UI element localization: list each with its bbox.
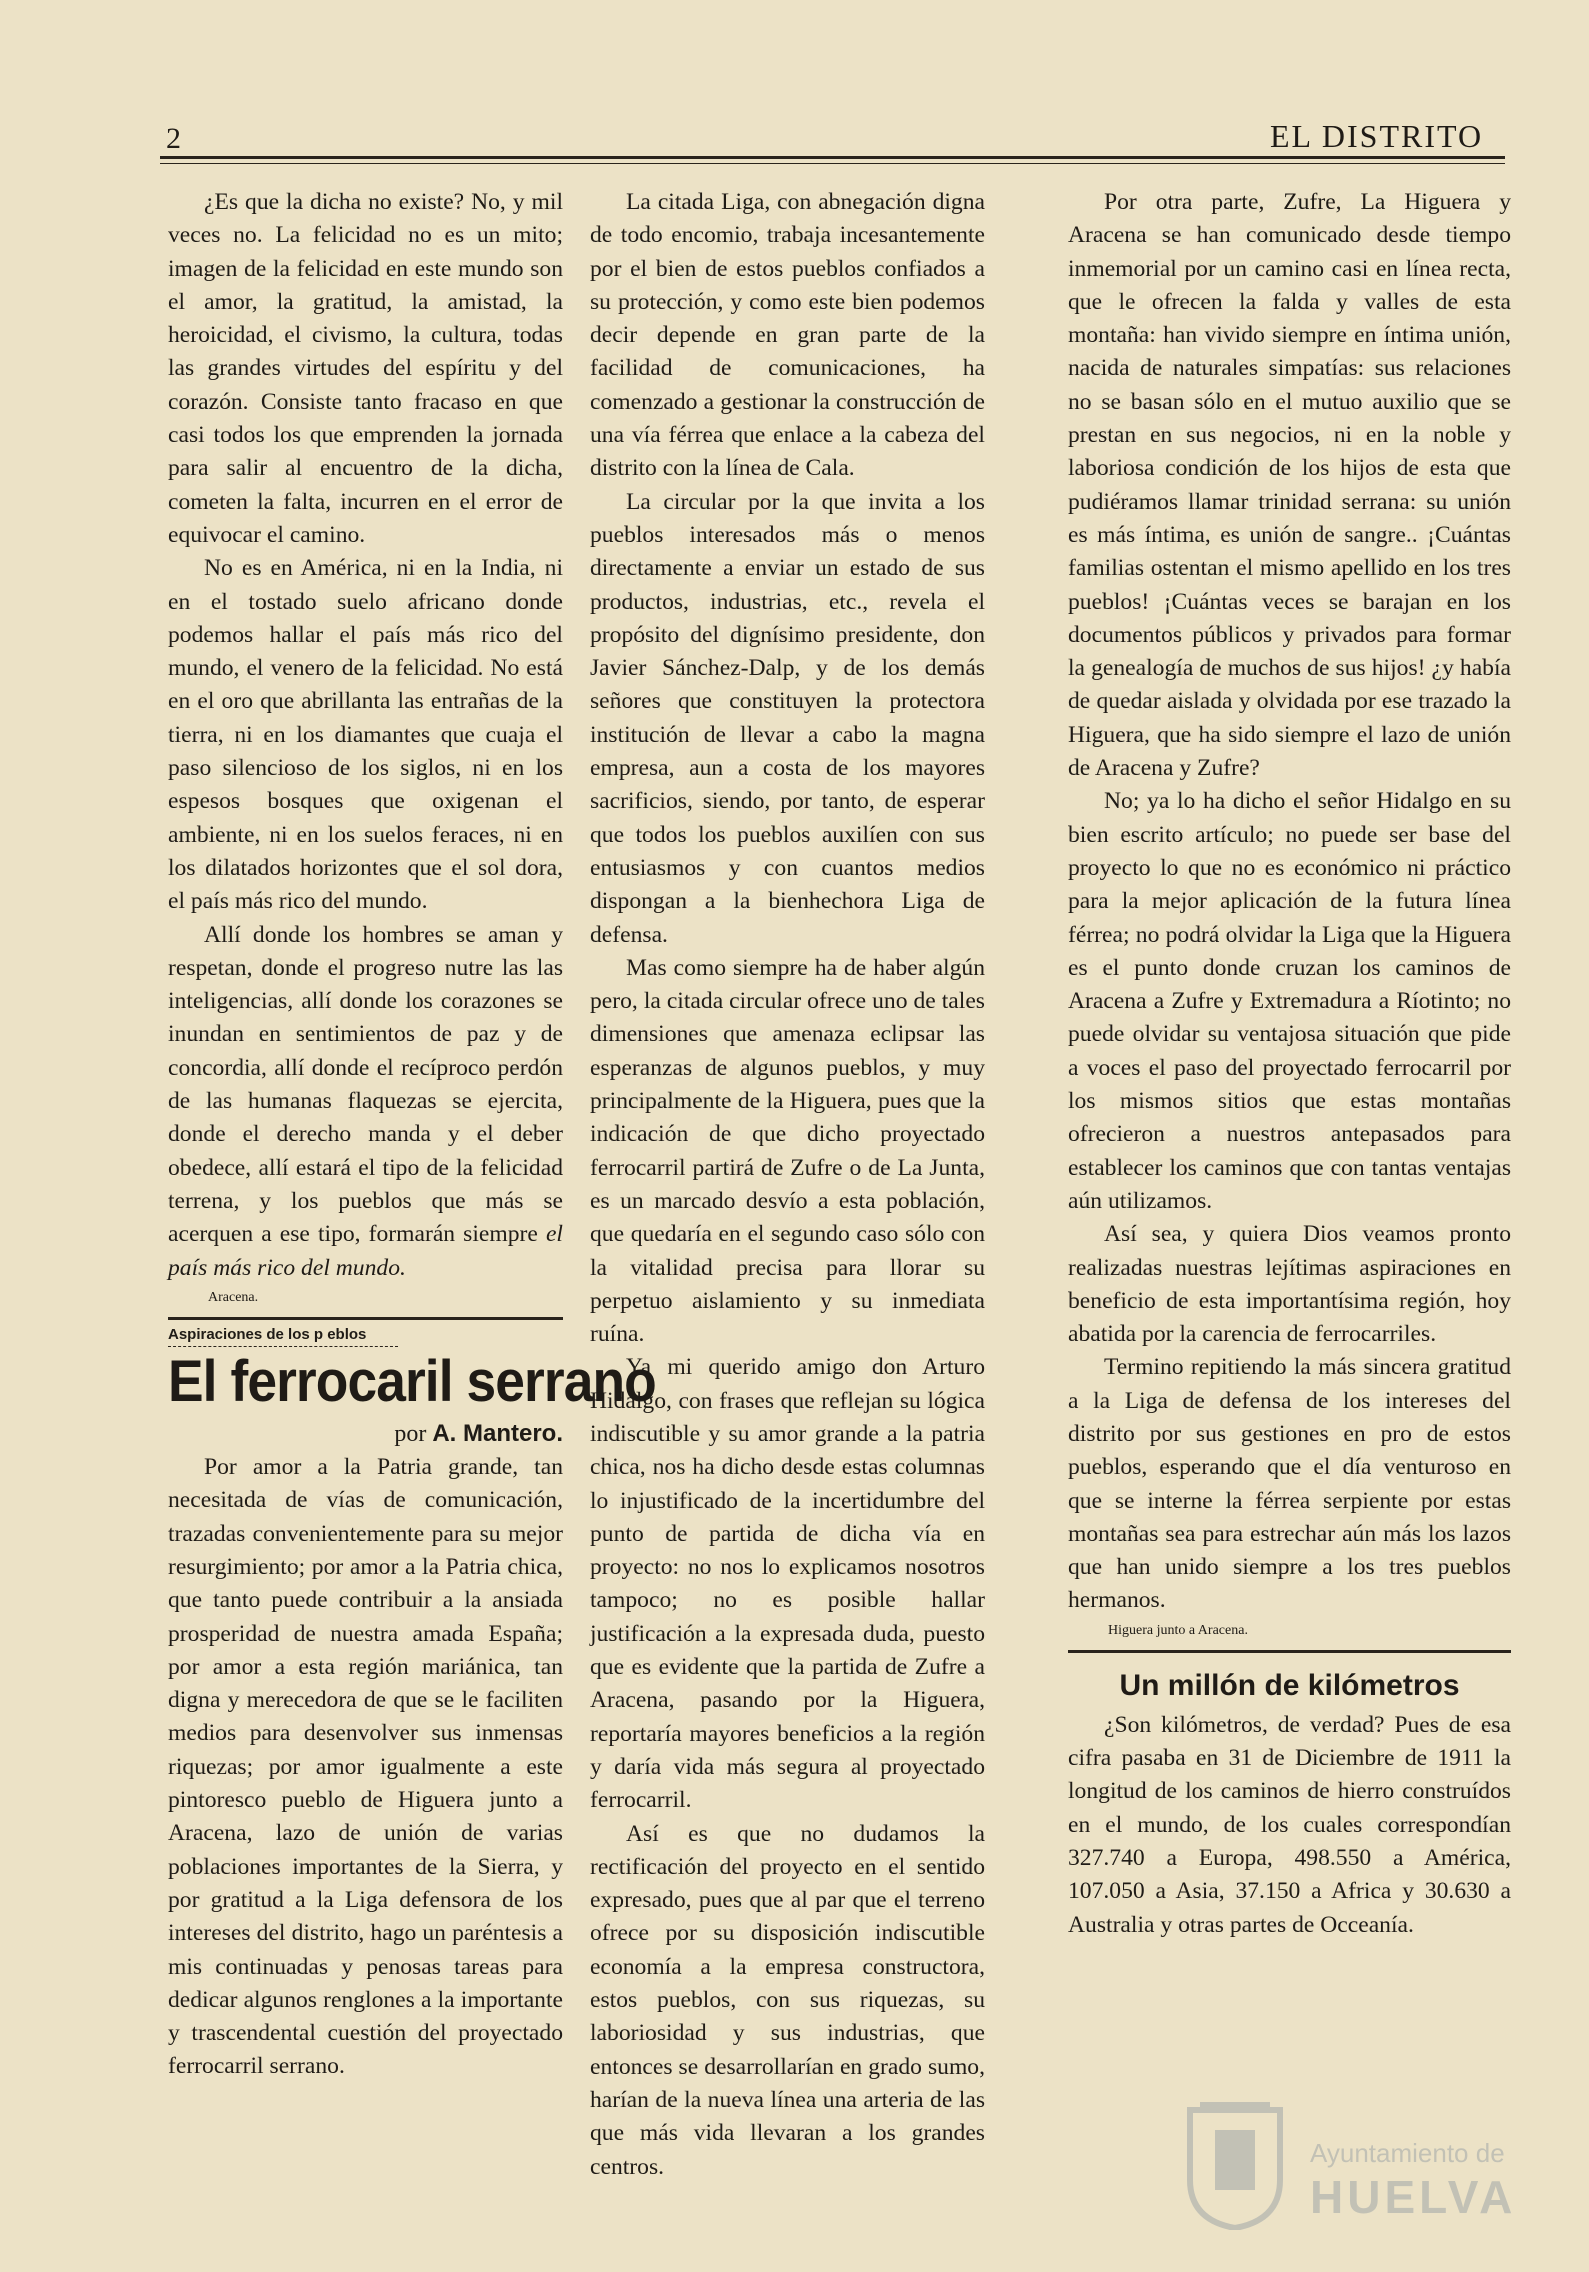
watermark [1180, 2100, 1520, 2230]
newspaper-title: EL DISTRITO [1270, 118, 1484, 154]
signature: Higuera junto a Aracena. [1108, 1622, 1248, 1638]
paragraph: Mas como siempre ha de haber algún pero, la citada circular ofrece uno de tales dimensiones que amenaza eclipsar las esperanzas de algunos pueblos, y muy principalmente de la Higuera, pues que la indicación de que dicho proyectado ferrocarril partirá de Zufre o de La Junta, es un marcado desvío a esta población, que quedaría en el segundo caso sólo con la vitalidad precisa para llorar su perpetuo aislamiento y su inmediata ruína. [590, 954, 985, 1348]
italic-closing: el país más rico del mundo. [168, 1221, 563, 1281]
byline-author: A. Mantero. [432, 1419, 563, 1447]
paragraph: ¿Es que la dicha no existe? No, y mil veces no. La felicidad no es un mito; imagen de la felicidad en este mundo son el amor, la gratitud, la amistad, la heroicidad, el civismo, la cultura, todas las grandes virtudes del espíritu y del corazón. Consiste tanto fracaso en que casi todos los que emprenden la jornada para salir al encuentro de la dicha, cometen la falta, incurren en el error de equivocar el camino. [168, 189, 563, 548]
paragraph: No; ya lo ha dicho el señor Hidalgo en su bien escrito artículo; no puede ser base del proyecto lo que no es económico ni práctico para la mejor aplicación de la futura línea férrea; no podrá olvidar la Liga que la Higuera es el punto donde cruzan los caminos de Aracena a Zufre y Extremadura a Ríotinto; no puede olvidar su ventajosa situación que pide a voces el paso del proyectado ferrocarril por los mismos sitios que estas montañas ofrecieron a nuestros antepasados para establecer los caminos que con tantas ventajas aún utilizamos. [1068, 788, 1511, 1214]
paragraph: No es en América, ni en la India, ni en el tostado suelo africano donde podemos hallar el país más rico del mundo, el venero de la felicidad. No está en el oro que abrillanta las entrañas de la tierra, ni en los diamantes que cuaja el paso silencioso de los siglos, ni en los espesos bosques que oxigenan el ambiente, ni en los suelos feraces, ni en los dilatados horizontes que el sol dora, el país más rico del mundo. [168, 555, 563, 915]
column-2 [590, 186, 985, 2184]
byline [168, 1417, 563, 1451]
brief-text: ¿Son kilómetros, de verdad? Pues de esa cifra pasaba en 31 de Diciembre de 1911 la longitud de los caminos de hierro construídos en el mundo, de los cuales correspondían 327.740 a Europa, 498.550 a América, 107.050 a Asia, 37.150 a Africa y 30.630 a Australia y otras partes de Occeanía. [1068, 1711, 1511, 1938]
article-kicker: Aspiraciones de los p eblos [168, 1325, 367, 1343]
signature: Aracena. [208, 1289, 259, 1305]
column-3 [1068, 186, 1511, 1942]
paragraph: Así es que no dudamos la rectificación del proyecto en el sentido expresado, pues que al par que el terreno ofrece por su disposición indiscutible economía a la empresa constructora, estos pueblos, con sus riquezas, su laboriosidad y sus industrias, que entonces se desarrollarían en grado sumo, harían de la nueva línea una arteria de las que más vida llevaran a los grandes centros. [590, 1820, 985, 2180]
section-divider [168, 1317, 563, 1320]
paragraph: La citada Liga, con abnegación digna de todo encomio, trabaja incesantemente por el bien de estos pueblos confiados a su protección, y como este bien podemos decir depende en gran parte de la facilidad de comunicaciones, ha comenzado a gestionar la construcción de una vía férrea que enlace a la cabeza del distrito con la línea de Cala. [590, 189, 985, 482]
paragraph: Así sea, y quiera Dios veamos pronto realizadas nuestras lejítimas aspiraciones en beneficio de esta importantísima región, hoy abatida por la carencia de ferrocarriles. [1068, 1221, 1511, 1348]
brief-headline: Un millón de kilómetros [1119, 1668, 1460, 1702]
paragraph: Por otra parte, Zufre, La Higuera y Aracena se han comunicado desde tiempo inmemorial por un camino casi en línea recta, que le ofrecen la falda y valles de esta montaña: han vivido siempre en íntima unión, nacida de naturales simpatías: sus relaciones no se basan sólo en el mutuo auxilio que se prestan en sus negocios, ni en la noble y laboriosa condición de los hijos de esta que pudiéramos llamar trinidad serrana: su unión es más íntima, es unión de sangre.. ¡Cuántas familias ostentan el mismo apellido en los tres pueblos! ¡Cuántas veces se barajan en los documentos públicos y privados para formar la genealogía de muchos de sus hijos! ¿y había de quedar aislada y olvidada por ese trazado la Higuera, que ha sido siempre el lazo de unión de Aracena y Zufre? [1068, 189, 1511, 782]
paragraph: La circular por la que invita a los pueblos interesados más o menos directamente a enviar un estado de sus productos, industrias, etc., revela el propósito del dignísimo presidente, don Javier Sánchez-Dalp, y de los demás señores que constituyen la protectora institución de llevar a cabo la magna empresa, aun a costa de los mayores sacrificios, siendo, por tanto, de esperar que todos los pueblos auxilíen con sus entusiasmos y con cuantos medios dispongan a la bienhechora Liga de defensa. [590, 488, 985, 948]
paragraph: Termino repitiendo la más sincera gratitud a la Liga de defensa de los intereses del distrito por sus gestiones en pro de estos pueblos, esperando que el día venturoso en que se interne la férrea serpiente por estas montañas sea para estrechar aún más los lazos que han unido siempre a los tres pueblos hermanos. [1068, 1354, 1511, 1614]
paragraph: Por amor a la Patria grande, tan necesitada de vías de comunicación, trazadas convenientemente para su mejor resurgimiento; por amor a la Patria chica, que tanto puede contribuir a la ansiada prosperidad de nuestra amada España; por amor a esta región mariánica, tan digna y merecedora de que se le faciliten medios para desenvolver sus inmensas riquezas; por amor igualmente a este pintoresco pueblo de Higuera junto a Aracena, lazo de unión de varias poblaciones importantes de la Sierra, y por gratitud a la Liga defensora de los intereses del distrito, hago un paréntesis a mis continuadas y penosas tareas para dedicar algunos renglones a la importante y trascendental cuestión del proyectado ferrocarril serrano. [168, 1454, 563, 2080]
watermark-line2: HUELVA [1310, 2171, 1517, 2223]
paragraph-text: Allí donde los hombres se aman y respetan, donde el progreso nutre las las inteligencias, allí donde los corazones se inundan en sentimientos de paz y de concordia, allí donde el recíproco perdón de las humanas flaquezas se ejercita, donde el derecho manda y el deber obedece, allí estará el tipo de la felicidad terrena, y los pueblos que más se acerquen a ese tipo, formarán siempre [168, 921, 563, 1248]
page-number: 2 [166, 122, 181, 155]
huelva-shield-icon [1180, 2100, 1290, 2230]
byline-prefix: por [394, 1420, 427, 1447]
paragraph: Ya mi querido amigo don Arturo Hidalgo, con frases que reflejan su lógica indiscutible y su amor grande a la patria chica, nos ha dicho desde estas columnas lo injustificado de la incertidumbre del punto de partida de dicha vía en proyecto: no nos lo explicamos nosotros tampoco; no es posible hallar justificación a la expresada duda, puesto que es evidente que la partida de Zufre a Aracena, pasando por la Higuera, reportaría mayores beneficios a la región y daría vida más segura al proyectado ferrocarril. [590, 1354, 985, 1814]
paragraph [168, 919, 563, 1285]
article-headline: El ferrocaril serrano [168, 1348, 656, 1414]
header-rule [160, 156, 1505, 159]
watermark-line1: Ayuntamiento de [1310, 2138, 1505, 2168]
section-divider [1068, 1650, 1511, 1653]
column-1 [168, 186, 656, 2084]
header-rule-thin [160, 163, 1505, 164]
